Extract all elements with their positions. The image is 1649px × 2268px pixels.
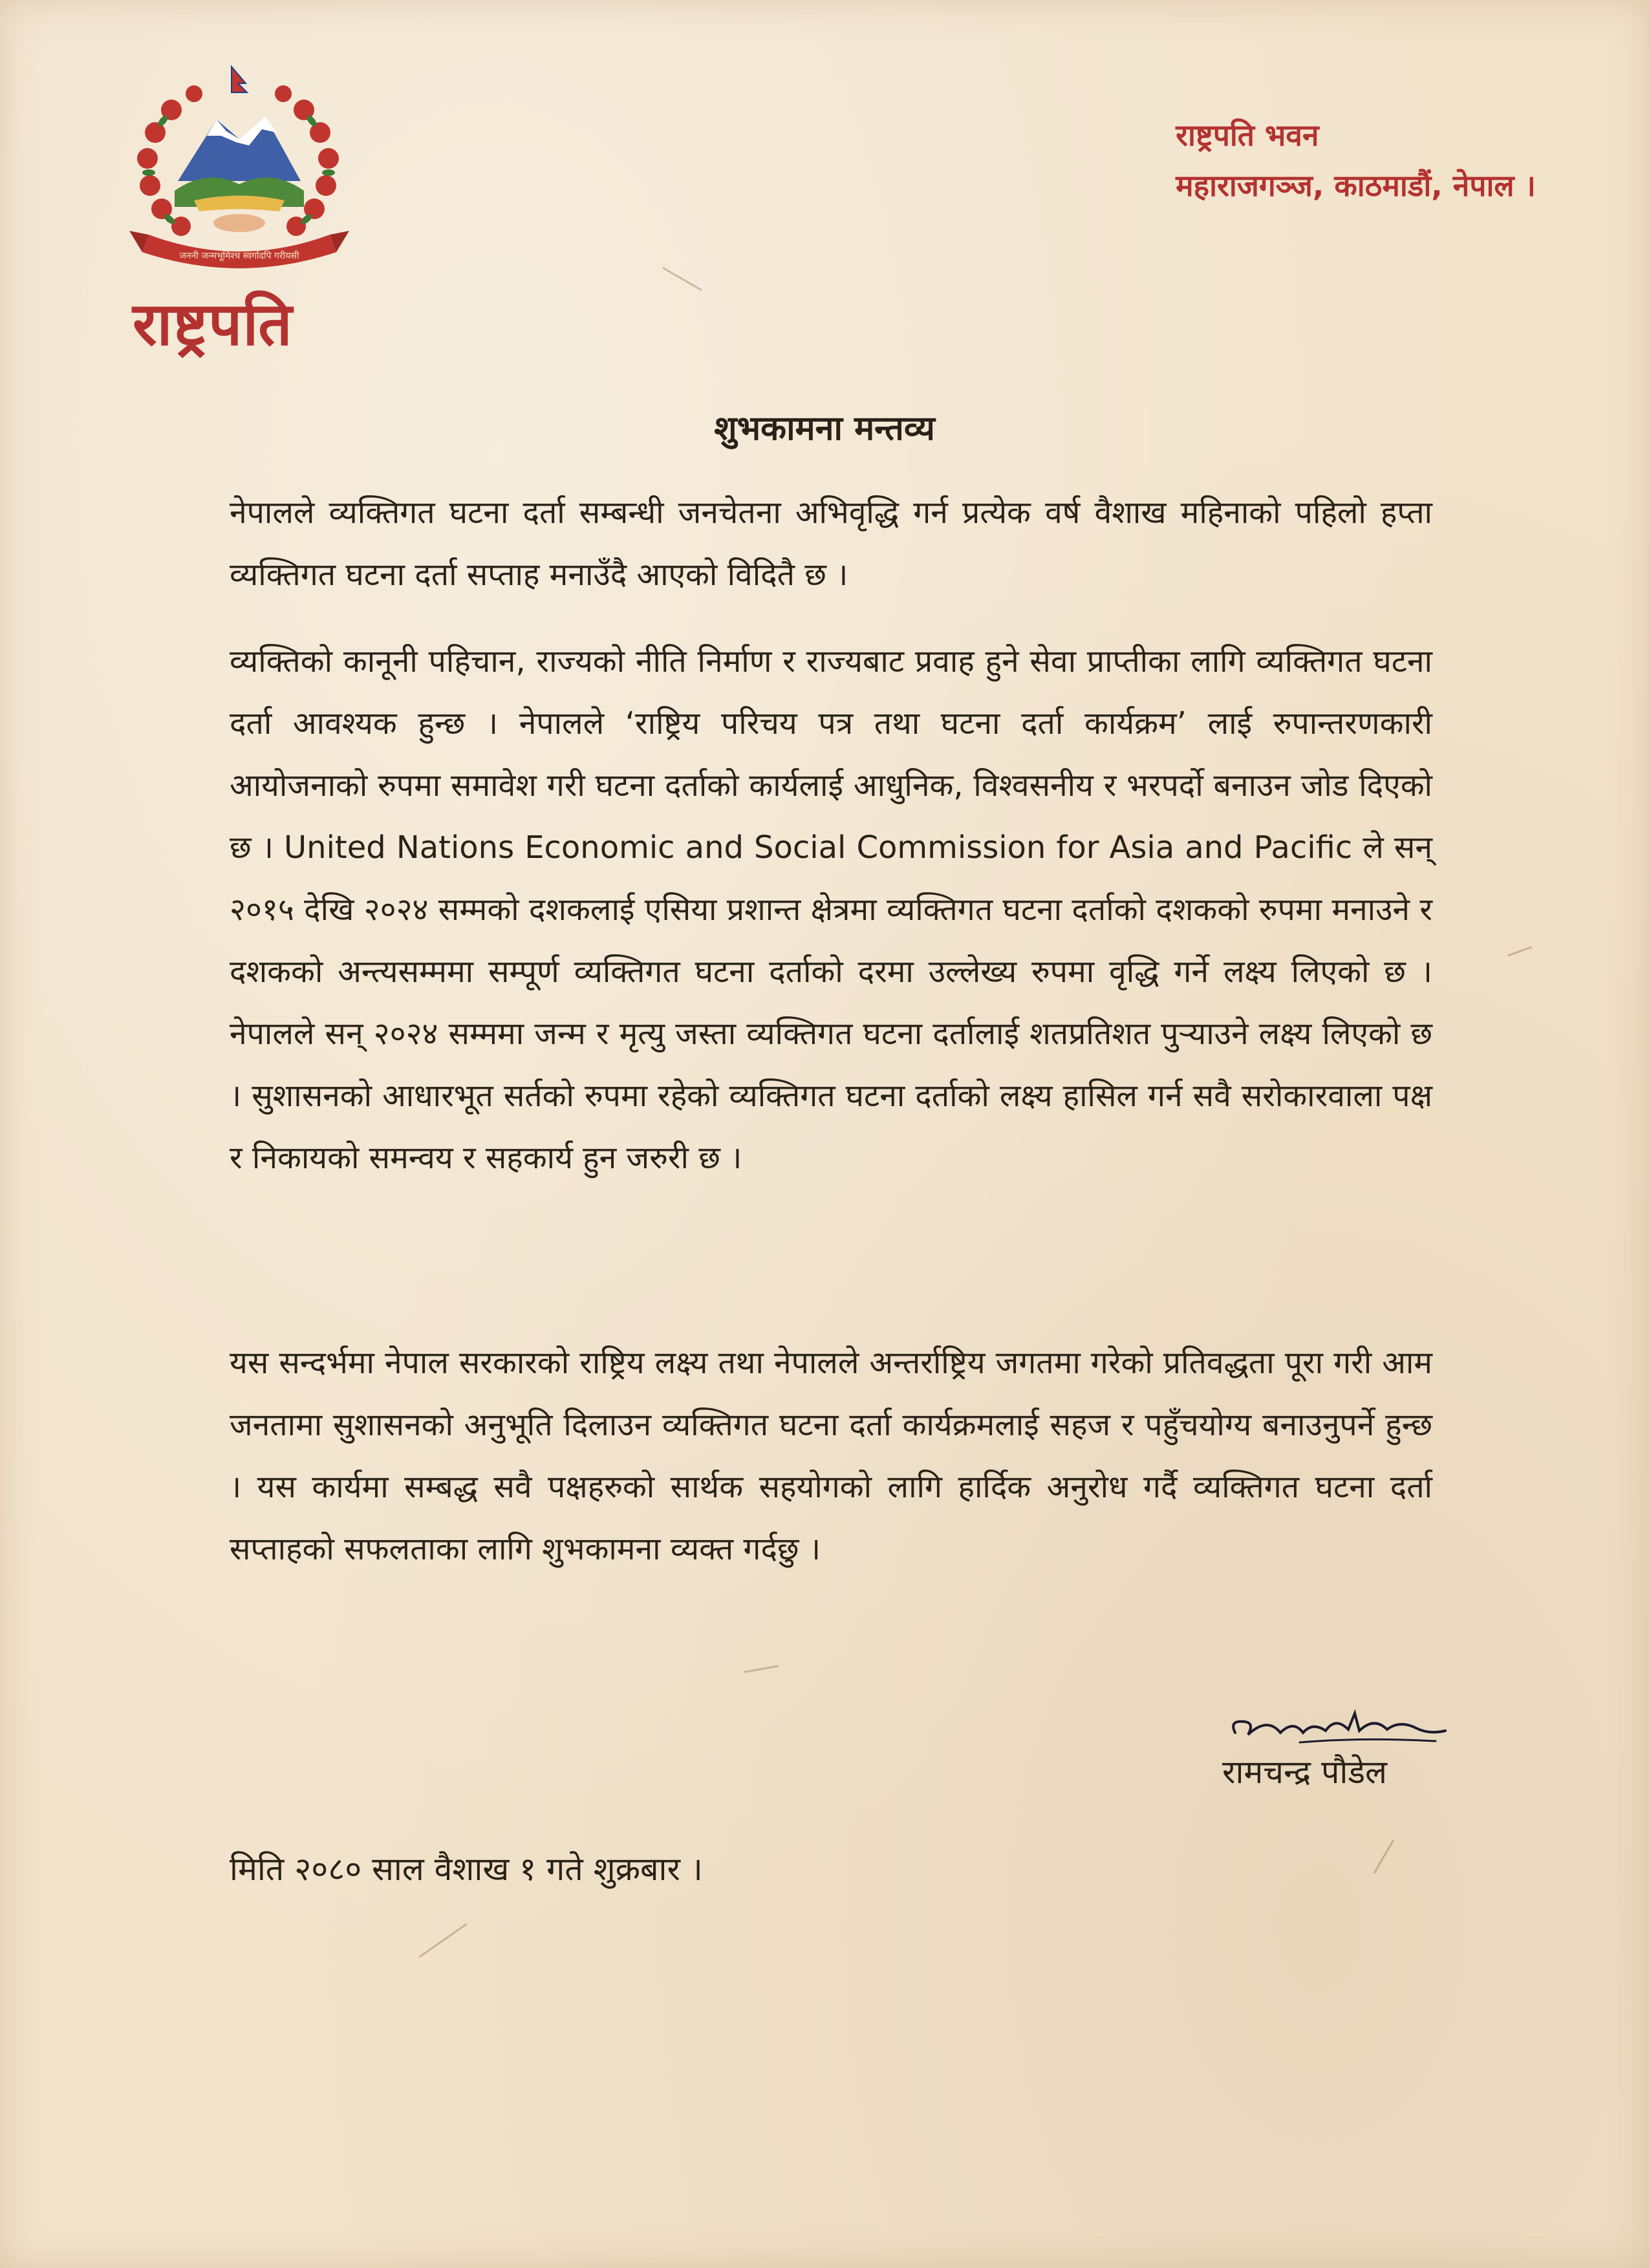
paragraph-1: नेपालले व्यक्तिगत घटना दर्ता सम्बन्धी जनचेतना अभिवृद्धि गर्न प्रत्येक वर्ष वैशाख महिनाको पहिलो हप्ता व्यक्तिगत घटना दर्ता सप्ताह मनाउँदै आएको विदितै छ ।	[230, 495, 1432, 593]
paper-fiber	[1507, 946, 1533, 957]
paper-fiber	[1374, 1839, 1395, 1874]
address-line-1: राष्ट्रपति भवन	[1176, 118, 1319, 153]
paragraph-2: व्यक्तिको कानूनी पहिचान, राज्यको नीति निर्माण र राज्यबाट प्रवाह हुने सेवा प्राप्तीका लागि व्यक्तिगत घटना दर्ता आवश्यक हुन्छ । नेपालले ‘राष्ट्रिय परिचय पत्र तथा घटना दर्ता कार्यक्रम’ लाई रुपान्तरणकारी आयोजनाको रुपमा समावेश गरी घटना दर्ताको कार्यलाई आधुनिक, विश्वसनीय र भरपर्दो बनाउन जोड दिएको छ । United Nations Economic and Social Commission for Asia and Pacific ले सन् २०१५ देखि २०२४ सम्मको दशकलाई एसिया प्रशान्त क्षेत्रमा व्यक्तिगत घटना दर्ताको दशकको रुपमा मनाउने र दशकको अन्त्यसम्ममा सम्पूर्ण व्यक्तिगत घटना दर्ताको दरमा उल्लेख्य रुपमा वृद्धि गर्ने लक्ष्य लिएको छ । नेपालले सन् २०२४ सम्ममा जन्म र मृत्यु जस्ता व्यक्तिगत घटना दर्तालाई शतप्रतिशत पुऱ्याउने लक्ष्य लिएको छ । सुशासनको आधारभूत सर्तको रुपमा रहेको व्यक्तिगत घटना दर्ताको लक्ष्य हासिल गर्न सवै सरोकारवाला पक्ष र निकायको समन्वय र सहकार्य हुन जरुरी छ ।	[230, 643, 1432, 1176]
office-address	[1176, 110, 1536, 211]
address-line-2: महाराजगञ्ज, काठमाडौं, नेपाल ।	[1176, 168, 1536, 203]
paper-fiber	[662, 267, 702, 292]
handwritten-signature	[1222, 1697, 1455, 1755]
paragraph-3: यस सन्दर्भमा नेपाल सरकारको राष्ट्रिय लक्ष्य तथा नेपालले अन्तर्राष्ट्रिय जगतमा गरेको प्रतिवद्धता पूरा गरी आम जनतामा सुशासनको अनुभूति दिलाउन व्यक्तिगत घटना दर्ता कार्यक्रमलाई सहज र पहुँचयोग्य बनाउनुपर्ने हुन्छ । यस कार्यमा सम्बद्ध सवै पक्षहरुको सार्थक सहयोगको लागि हार्दिक अनुरोध गर्दै व्यक्तिगत घटना दर्ता सप्ताहको सफलताका लागि शुभकामना व्यक्त गर्दछु ।	[230, 1345, 1432, 1567]
document-heading: शुभकामना मन्तव्य	[714, 409, 935, 448]
office-title: राष्ट्रपति	[133, 290, 293, 359]
nepal-emblem	[110, 61, 369, 275]
paper-fiber	[418, 1923, 467, 1958]
paper-fiber	[744, 1665, 779, 1673]
emblem-motto: जननी जन्मभूमिश्च स्वर्गादपि गरीयसी	[179, 251, 299, 261]
signatory-name: रामचन्द्र पौडेल	[1222, 1753, 1387, 1791]
date-line: मिति २०८० साल वैशाख १ गते शुक्रबार ।	[230, 1850, 703, 1888]
